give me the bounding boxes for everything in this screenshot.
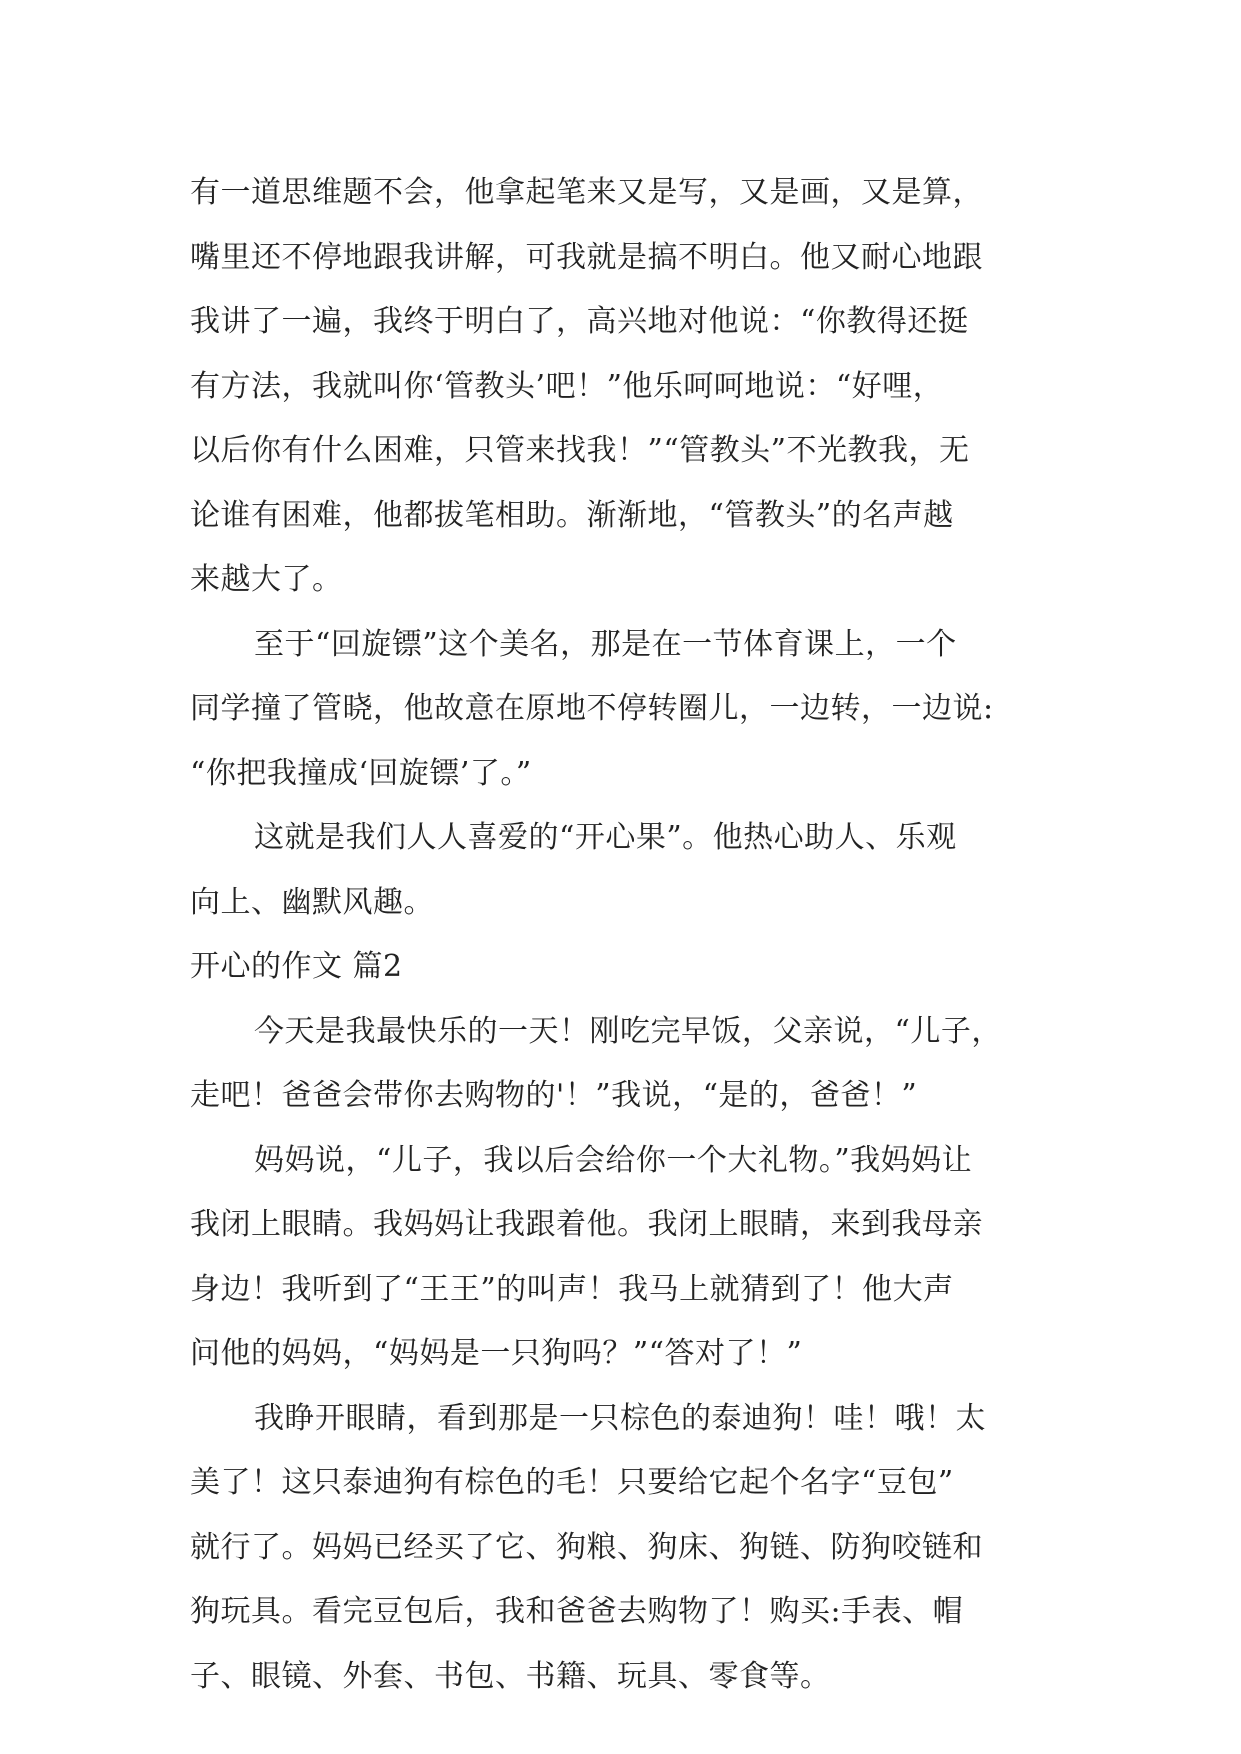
text-line: 我闭上眼睛。我妈妈让我跟着他。我闭上眼睛，来到我母亲 (190, 1207, 983, 1242)
paragraph-start-line: 今天是我最快乐的一天！刚吃完早饭，父亲说，“儿子， (254, 1013, 1002, 1049)
paragraph-start-line: 这就是我们人人喜爱的“开心果”。他热心助人、乐观 (254, 820, 957, 855)
text-line: 向上、幽默风趣。 (190, 884, 434, 920)
paragraph-start-line: 至于“回旋镖”这个美名，那是在一节体育课上，一个 (254, 626, 957, 662)
text-line: 就行了。妈妈已经买了它、狗粮、狗床、狗链、防狗咬链和 (190, 1529, 983, 1565)
text-line: 身边！我听到了“王王”的叫声！我马上就猜到了！他大声 (190, 1271, 954, 1307)
text-line: 我讲了一遍，我终于明白了，高兴地对他说：“你教得还挺 (190, 304, 969, 339)
text-line: 嘴里还不停地跟我讲解，可我就是搞不明白。他又耐心地跟 (190, 239, 983, 275)
document-body (190, 161, 1050, 1709)
paragraph-start-line: 我睁开眼睛，看到那是一只棕色的泰迪狗！哇！哦！太 (254, 1400, 986, 1436)
paragraph-start-line: 妈妈说，“儿子，我以后会给你一个大礼物。”我妈妈让 (254, 1142, 973, 1178)
text-line: 狗玩具。看完豆包后，我和爸爸去购物了！购买:手表、帽 (190, 1594, 964, 1629)
text-line: 有一道思维题不会，他拿起笔来又是写，又是画，又是算， (190, 175, 983, 210)
text-line: 子、眼镜、外套、书包、书籍、玩具、零食等。 (190, 1658, 831, 1694)
text-line: 有方法，我就叫你‘管教头’吧！”他乐呵呵地说：“好哩， (190, 368, 944, 404)
section-heading: 开心的作文 篇2 (190, 949, 403, 984)
text-line: “你把我撞成‘回旋镖’了。” (190, 755, 532, 791)
text-line: 美了！这只泰迪狗有棕色的毛！只要给它起个名字“豆包” (190, 1465, 954, 1500)
text-line: 以后你有什么困难，只管来找我！”“管教头”不光教我，无 (190, 433, 970, 468)
text-line: 来越大了。 (190, 562, 343, 597)
text-line: 问他的妈妈，“妈妈是一只狗吗？”“答对了！” (190, 1336, 803, 1371)
text-line: 走吧！爸爸会带你去购物的'！”我说，“是的，爸爸！” (190, 1078, 918, 1113)
text-line: 同学撞了管晓，他故意在原地不停转圈儿，一边转，一边说: (190, 691, 994, 726)
text-line: 论谁有困难，他都拔笔相助。渐渐地，“管教头”的名声越 (190, 497, 954, 533)
